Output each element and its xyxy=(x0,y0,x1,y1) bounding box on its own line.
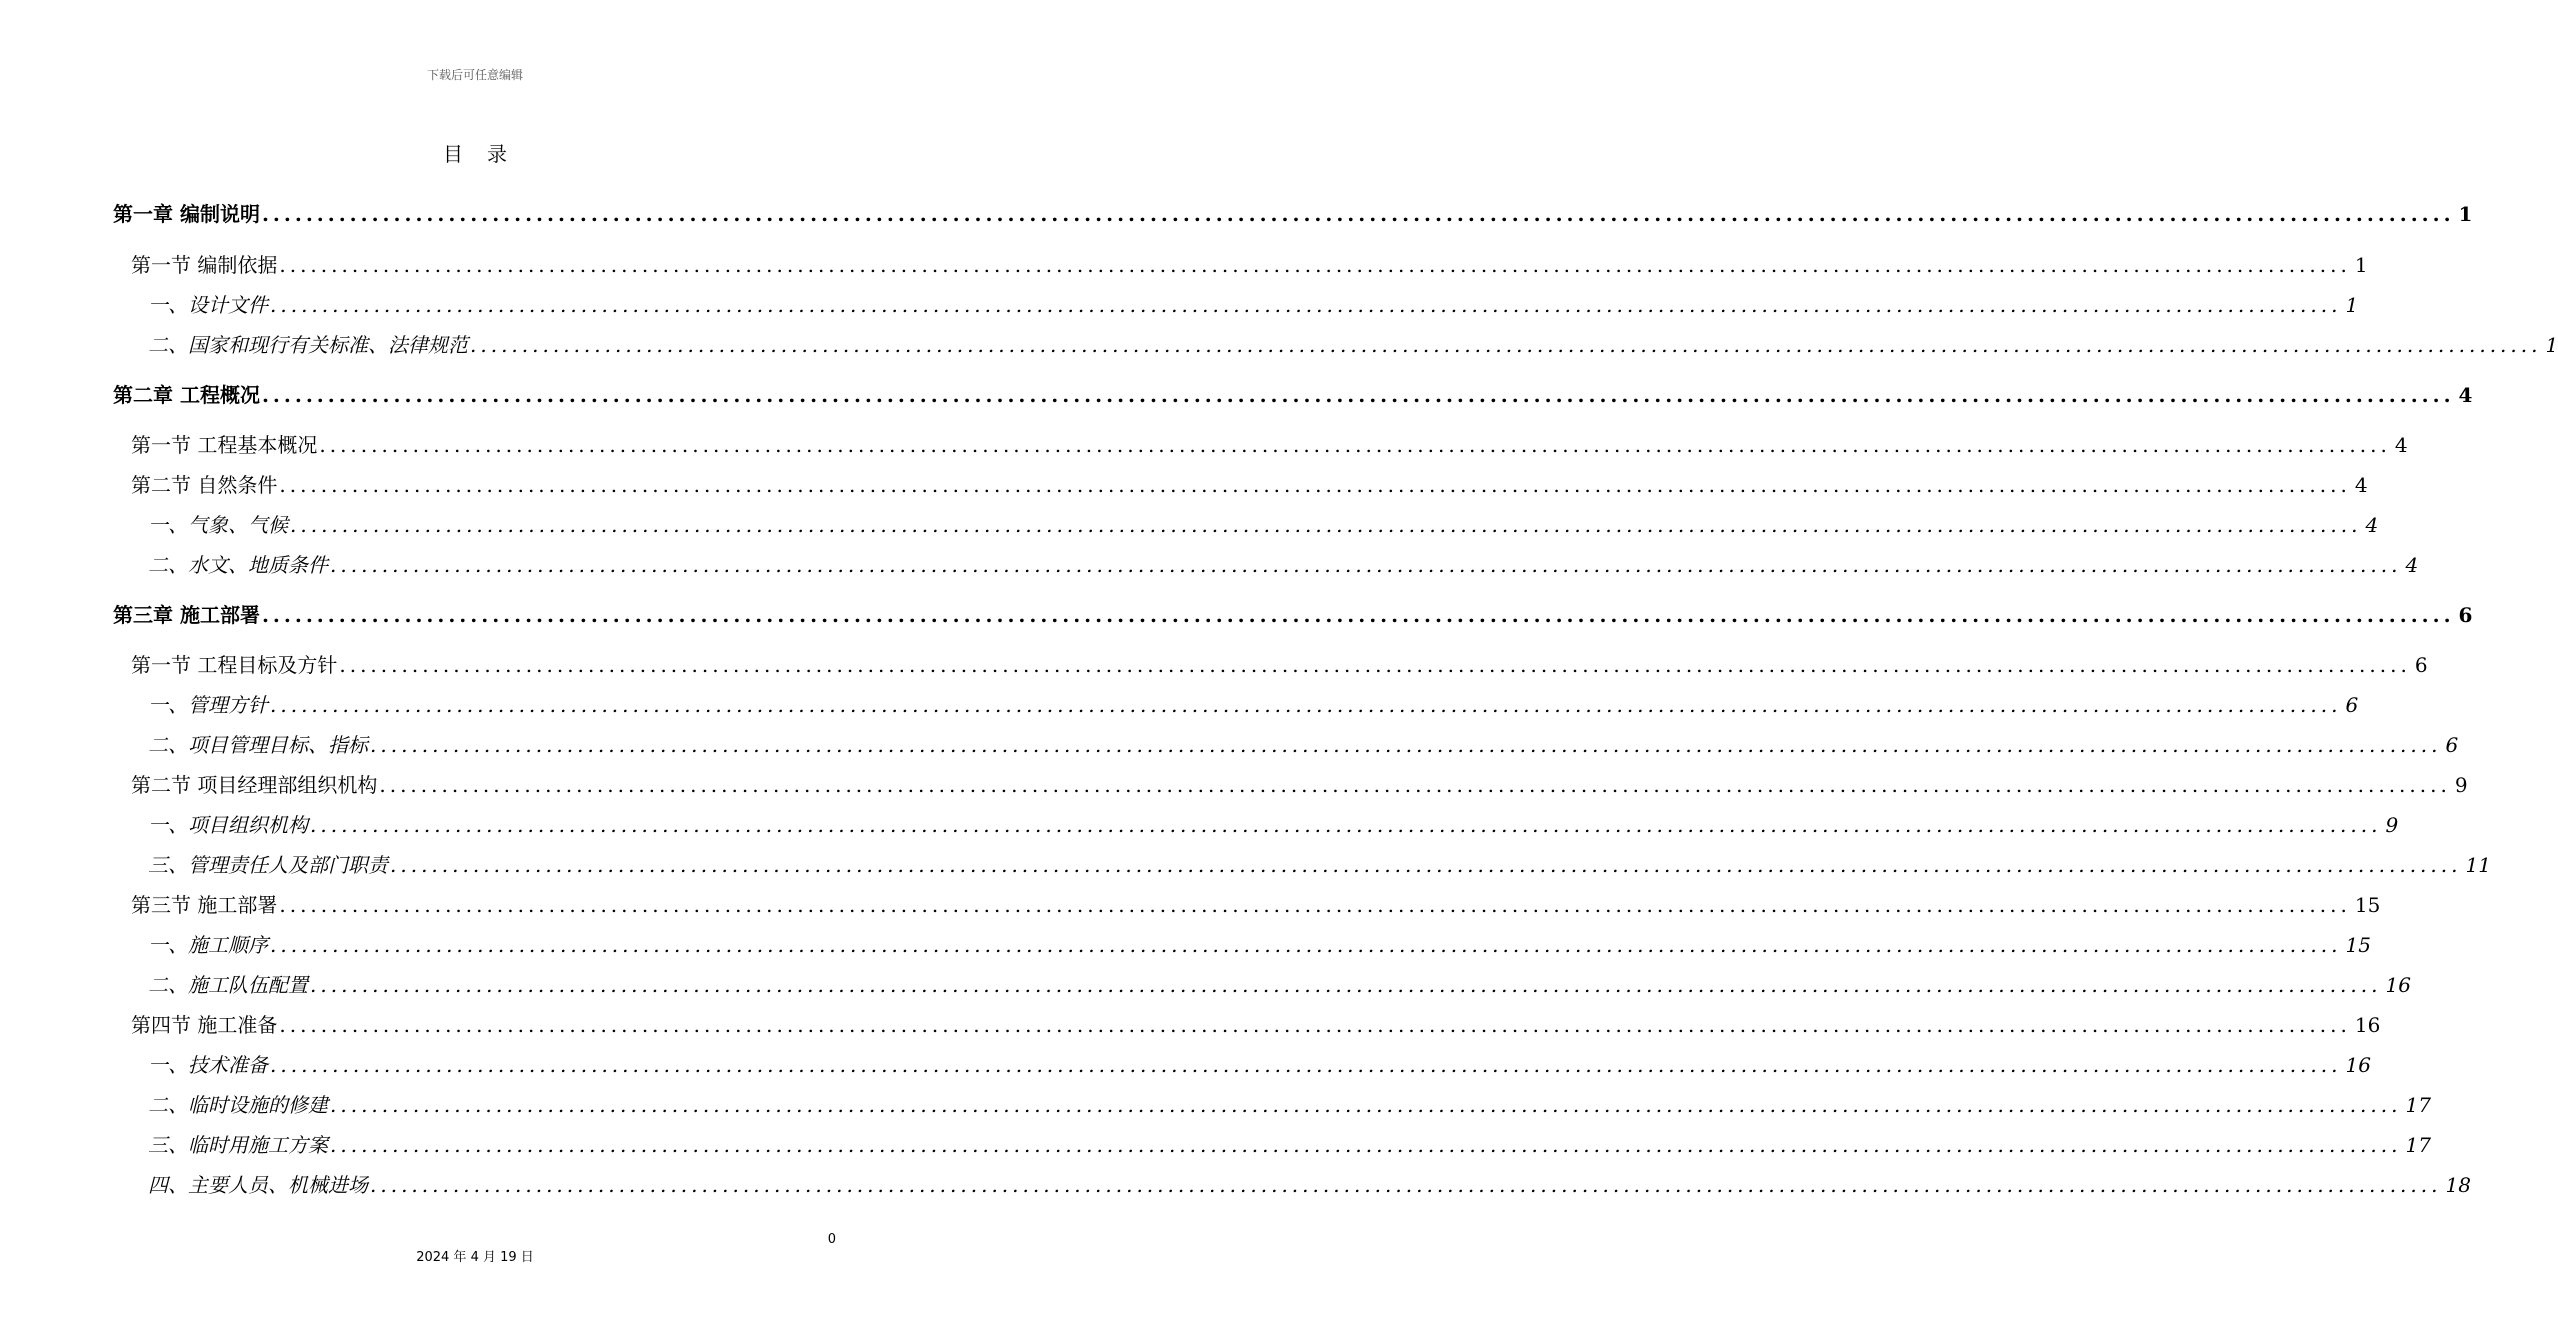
toc-entry[interactable] xyxy=(148,289,2359,318)
toc-entry-page: 4 xyxy=(2365,513,2379,537)
toc-entry-page: 1 xyxy=(2545,333,2558,357)
toc-entry-page: 4 xyxy=(2354,473,2368,497)
toc-entry[interactable] xyxy=(148,1169,2471,1198)
toc-entry[interactable] xyxy=(113,198,2473,227)
toc-entry[interactable] xyxy=(148,849,2491,878)
toc-entry[interactable] xyxy=(148,509,2379,538)
toc-dot-leader: ........................................................................................................................................................................................................ xyxy=(379,773,2451,797)
toc-entry-label: 四、主要人员、机械进场 xyxy=(148,1173,368,1197)
toc-entry[interactable] xyxy=(148,809,2399,838)
toc-entry-page: 6 xyxy=(2345,693,2359,717)
toc-entry[interactable] xyxy=(148,1129,2431,1158)
toc-dot-leader: ........................................................................................................................................................................................................ xyxy=(279,1013,2351,1037)
toc-entry[interactable] xyxy=(148,329,2558,358)
toc-entry[interactable] xyxy=(131,249,2368,278)
toc-entry-page: 4 xyxy=(2405,553,2419,577)
toc-entry-page: 6 xyxy=(2414,653,2428,677)
toc-entry-label: 二、国家和现行有关标准、法律规范 xyxy=(148,333,468,357)
toc-entry-label: 第一节 编制依据 xyxy=(131,253,278,277)
toc-entry-page: 6 xyxy=(2458,603,2473,627)
toc-dot-leader: ........................................................................................................................................................................................................ xyxy=(290,513,2362,537)
toc-entry[interactable] xyxy=(113,599,2473,628)
toc-dot-leader: ........................................................................................................................................................................................................ xyxy=(370,1173,2442,1197)
toc-entry-label: 第四节 施工准备 xyxy=(131,1013,278,1037)
toc-entry[interactable] xyxy=(148,729,2459,758)
toc-entry-label: 一、项目组织机构 xyxy=(148,813,308,837)
toc-entry-label: 二、项目管理目标、指标 xyxy=(148,733,368,757)
header-note: 下载后可任意编辑 xyxy=(426,68,523,82)
toc-entry[interactable] xyxy=(131,649,2428,678)
toc-entry-label: 第二章 工程概况 xyxy=(113,383,260,407)
toc-entry-page: 16 xyxy=(2385,973,2411,997)
toc-entry-page: 17 xyxy=(2405,1133,2431,1157)
toc-entry-label: 第一节 工程目标及方针 xyxy=(131,653,338,677)
toc-title: 目录 xyxy=(443,142,531,166)
toc-entry-label: 三、管理责任人及部门职责 xyxy=(148,853,388,877)
toc-entry-label: 二、水文、地质条件 xyxy=(148,553,328,577)
footer-date: 2024 年 4 月 19 日 xyxy=(416,1250,534,1265)
toc-entry[interactable] xyxy=(148,1049,2371,1078)
toc-entry-page: 1 xyxy=(2345,293,2359,317)
toc-entry-label: 一、气象、气候 xyxy=(148,513,288,537)
toc-entry-page: 9 xyxy=(2385,813,2399,837)
toc-entry[interactable] xyxy=(113,379,2473,408)
toc-entry[interactable] xyxy=(131,1009,2381,1038)
toc-entry-page: 4 xyxy=(2458,383,2473,407)
toc-entry-page: 4 xyxy=(2394,433,2408,457)
toc-entry[interactable] xyxy=(148,1089,2431,1118)
toc-entry-page: 11 xyxy=(2465,853,2491,877)
toc-dot-leader: ........................................................................................................................................................................................................ xyxy=(319,433,2391,457)
toc-dot-leader: ........................................................................................................................................................................................................ xyxy=(261,603,2455,627)
toc-entry[interactable] xyxy=(148,929,2371,958)
toc-entry-label: 二、施工队伍配置 xyxy=(148,973,308,997)
toc-entry-page: 9 xyxy=(2454,773,2468,797)
toc-entry[interactable] xyxy=(131,429,2408,458)
toc-entry-page: 17 xyxy=(2405,1093,2431,1117)
toc-entry[interactable] xyxy=(148,689,2359,718)
toc-entry-page: 15 xyxy=(2345,933,2371,957)
toc-entry[interactable] xyxy=(148,969,2411,998)
toc-dot-leader: ........................................................................................................................................................................................................ xyxy=(370,733,2442,757)
toc-entry-page: 16 xyxy=(2345,1053,2371,1077)
page-number: 0 xyxy=(827,1232,836,1247)
toc-entry-label: 第二节 自然条件 xyxy=(131,473,278,497)
toc-dot-leader: ........................................................................................................................................................................................................ xyxy=(390,853,2462,877)
toc-entry[interactable] xyxy=(131,769,2468,798)
toc-entry-label: 第二节 项目经理部组织机构 xyxy=(131,773,378,797)
toc-entry[interactable] xyxy=(131,889,2381,918)
toc-dot-leader: ........................................................................................................................................................................................................ xyxy=(330,1133,2402,1157)
toc-entry-page: 6 xyxy=(2445,733,2459,757)
toc-entry-label: 三、临时用施工方案 xyxy=(148,1133,328,1157)
toc-dot-leader: ........................................................................................................................................................................................................ xyxy=(310,813,2382,837)
toc-dot-leader: ........................................................................................................................................................................................................ xyxy=(470,333,2542,357)
toc-entry-page: 1 xyxy=(2354,253,2368,277)
toc-dot-leader: ........................................................................................................................................................................................................ xyxy=(261,383,2455,407)
toc-dot-leader: ........................................................................................................................................................................................................ xyxy=(339,653,2411,677)
toc-entry[interactable] xyxy=(131,469,2368,498)
toc-entry-label: 第三章 施工部署 xyxy=(113,603,260,627)
toc-entry-label: 第一章 编制说明 xyxy=(113,202,260,226)
toc-entry-label: 第三节 施工部署 xyxy=(131,893,278,917)
toc-dot-leader: ........................................................................................................................................................................................................ xyxy=(279,473,2351,497)
toc-dot-leader: ........................................................................................................................................................................................................ xyxy=(279,893,2351,917)
toc-entry-label: 一、技术准备 xyxy=(148,1053,268,1077)
toc-entry-label: 一、设计文件 xyxy=(148,293,268,317)
toc-entry-label: 第一节 工程基本概况 xyxy=(131,433,318,457)
toc-entry-page: 16 xyxy=(2354,1013,2381,1037)
toc-entry-page: 1 xyxy=(2458,202,2473,226)
toc-dot-leader: ........................................................................................................................................................................................................ xyxy=(330,553,2402,577)
toc-dot-leader: ........................................................................................................................................................................................................ xyxy=(310,973,2382,997)
toc-entry-label: 一、管理方针 xyxy=(148,693,268,717)
toc-dot-leader: ........................................................................................................................................................................................................ xyxy=(279,253,2351,277)
toc-dot-leader: ........................................................................................................................................................................................................ xyxy=(330,1093,2402,1117)
toc-dot-leader: ........................................................................................................................................................................................................ xyxy=(270,1053,2342,1077)
toc-entry-label: 一、施工顺序 xyxy=(148,933,268,957)
toc-entry[interactable] xyxy=(148,549,2419,578)
toc-entry-page: 18 xyxy=(2445,1173,2471,1197)
toc-dot-leader: ........................................................................................................................................................................................................ xyxy=(261,202,2455,226)
toc-dot-leader: ........................................................................................................................................................................................................ xyxy=(270,293,2342,317)
toc-entry-page: 15 xyxy=(2354,893,2381,917)
toc-dot-leader: ........................................................................................................................................................................................................ xyxy=(270,693,2342,717)
toc-dot-leader: ........................................................................................................................................................................................................ xyxy=(270,933,2342,957)
toc-entry-label: 二、临时设施的修建 xyxy=(148,1093,328,1117)
